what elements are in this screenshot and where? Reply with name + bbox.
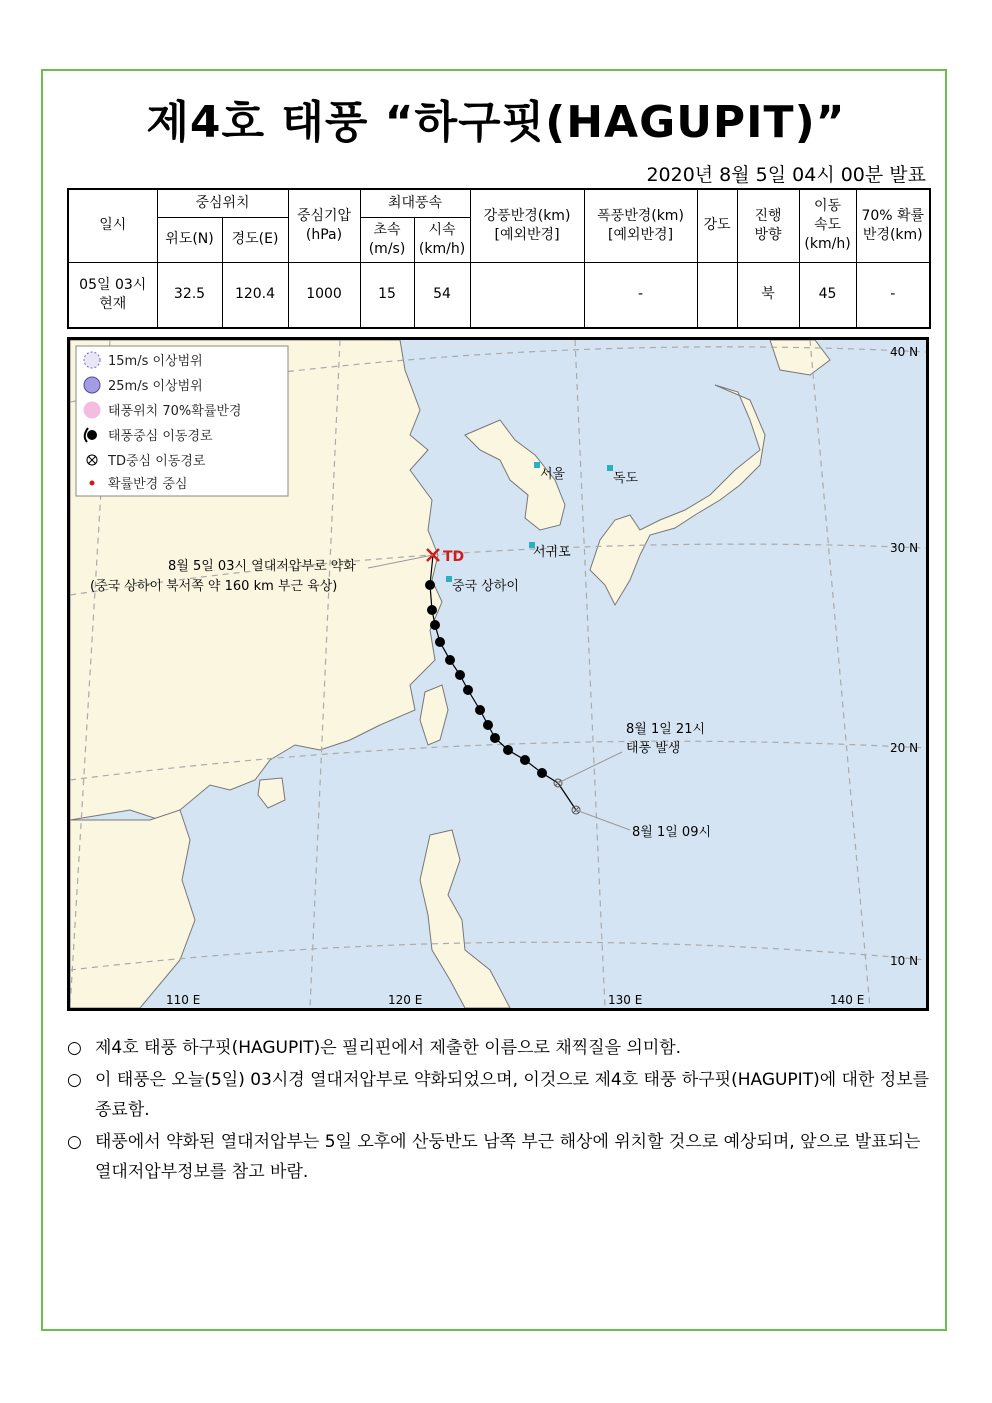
hainan-land bbox=[258, 778, 285, 808]
lat-label-20: 20 N bbox=[890, 741, 919, 755]
legend-label: 태풍위치 70%확률반경 bbox=[108, 404, 242, 419]
place-shanghai: 중국 상하이 bbox=[452, 579, 519, 594]
philippines-land bbox=[420, 830, 510, 1008]
lat-label-40: 40 N bbox=[890, 345, 919, 359]
note-text: 이 태풍은 오늘(5일) 03시경 열대저압부로 약화되었으며, 이것으로 제4호 태풍 하구핏(HAGUPIT)에 대한 정보를 종료함. bbox=[95, 1070, 930, 1120]
vietnam-land bbox=[70, 810, 195, 1008]
place-dokdo: 독도 bbox=[613, 471, 639, 486]
japan-land bbox=[590, 385, 765, 605]
header-storm-radius: 폭풍반경(km) [예외반경] bbox=[584, 189, 697, 262]
typhoon-info-table bbox=[67, 188, 931, 329]
issue-time: 2020년 8월 5일 04시 00분 발표 bbox=[646, 164, 926, 186]
taiwan-land bbox=[420, 685, 448, 745]
cell-gale-radius bbox=[470, 262, 584, 328]
purple-circle-icon bbox=[84, 377, 100, 393]
header-prob-radius: 70% 확률 반경(km) bbox=[856, 189, 930, 262]
red-dot-icon bbox=[90, 481, 95, 486]
header-datetime: 일시 bbox=[68, 189, 157, 262]
header-speed: 이동 속도 (km/h) bbox=[799, 189, 856, 262]
lon-label-130: 130 E bbox=[608, 993, 643, 1007]
place-seoul: 서울 bbox=[540, 467, 566, 482]
legend-label: 태풍중심 이동경로 bbox=[108, 429, 213, 444]
cell-datetime: 05일 03시 현재 bbox=[68, 262, 157, 328]
td-label: TD bbox=[443, 549, 465, 565]
header-direction: 진행 방향 bbox=[737, 189, 799, 262]
cell-wind-ms: 15 bbox=[360, 262, 414, 328]
cell-storm-radius: - bbox=[584, 262, 697, 328]
lon-label-140: 140 E bbox=[830, 993, 865, 1007]
pink-circle-icon bbox=[84, 402, 100, 418]
typhoon-track-map bbox=[67, 337, 929, 1011]
header-lat: 위도(N) bbox=[157, 217, 222, 262]
cell-lat: 32.5 bbox=[157, 262, 222, 328]
legend-label: 25m/s 이상범위 bbox=[108, 379, 203, 394]
legend-label: TD중심 이동경로 bbox=[108, 454, 206, 469]
lat-label-30: 30 N bbox=[890, 541, 919, 555]
note-item bbox=[67, 1065, 933, 1125]
header-gale-radius: 강풍반경(km) [예외반경] bbox=[470, 189, 584, 262]
cell-wind-kmh: 54 bbox=[414, 262, 470, 328]
header-intensity: 강도 bbox=[697, 189, 737, 262]
lon-label-120: 120 E bbox=[388, 993, 423, 1007]
cell-lon: 120.4 bbox=[222, 262, 288, 328]
note-text: 태풍에서 약화된 열대저압부는 5일 오후에 산둥반도 남쪽 부근 해상에 위치할 것으로 예상되며, 앞으로 발표되는 열대저압부정보를 참고 바람. bbox=[95, 1132, 921, 1182]
header-lon: 경도(E) bbox=[222, 217, 288, 262]
cell-direction: 북 bbox=[737, 262, 799, 328]
hokkaido-land bbox=[770, 340, 830, 375]
annotation-start: 8월 1일 09시 bbox=[632, 825, 712, 840]
cell-speed: 45 bbox=[799, 262, 856, 328]
table-row bbox=[68, 262, 930, 328]
header-wind-ms: 초속 (m/s) bbox=[360, 217, 414, 262]
annotation-formed-line2: 태풍 발생 bbox=[626, 741, 681, 756]
cell-pressure: 1000 bbox=[288, 262, 360, 328]
annotation-weaken-line1: 8월 5일 03시 열대저압부로 약화 bbox=[168, 559, 356, 574]
lat-label-10: 10 N bbox=[890, 954, 919, 968]
place-seogwipo: 서귀포 bbox=[533, 545, 571, 560]
note-item bbox=[67, 1033, 933, 1063]
note-item bbox=[67, 1127, 933, 1187]
header-pressure: 중심기압 (hPa) bbox=[288, 189, 360, 262]
legend-label: 15m/s 이상범위 bbox=[108, 354, 203, 369]
note-text: 제4호 태풍 하구핏(HAGUPIT)은 필리핀에서 제출한 이름으로 채찍질을 의미함. bbox=[95, 1038, 682, 1058]
header-center-position: 중심위치 bbox=[157, 189, 288, 217]
annotation-weaken-line2: (중국 상하이 북서쪽 약 160 km 부근 육상) bbox=[90, 579, 338, 594]
bullet-circle-icon: ○ bbox=[67, 1132, 82, 1152]
cell-prob-radius: - bbox=[856, 262, 930, 328]
header-max-wind: 최대풍속 bbox=[360, 189, 470, 217]
cell-intensity bbox=[697, 262, 737, 328]
bullet-circle-icon: ○ bbox=[67, 1070, 82, 1090]
notes-list bbox=[67, 1033, 933, 1189]
map-legend bbox=[76, 346, 288, 496]
page-title: 제4호 태풍 “하구핏(HAGUPIT)” bbox=[146, 97, 846, 148]
header-wind-kmh: 시속 (km/h) bbox=[414, 217, 470, 262]
bullet-circle-icon: ○ bbox=[67, 1038, 82, 1058]
annotation-formed-line1: 8월 1일 21시 bbox=[626, 722, 706, 737]
dashed-circle-icon bbox=[84, 352, 100, 368]
legend-label: 확률반경 중심 bbox=[108, 477, 188, 492]
lon-label-110: 110 E bbox=[166, 993, 201, 1007]
